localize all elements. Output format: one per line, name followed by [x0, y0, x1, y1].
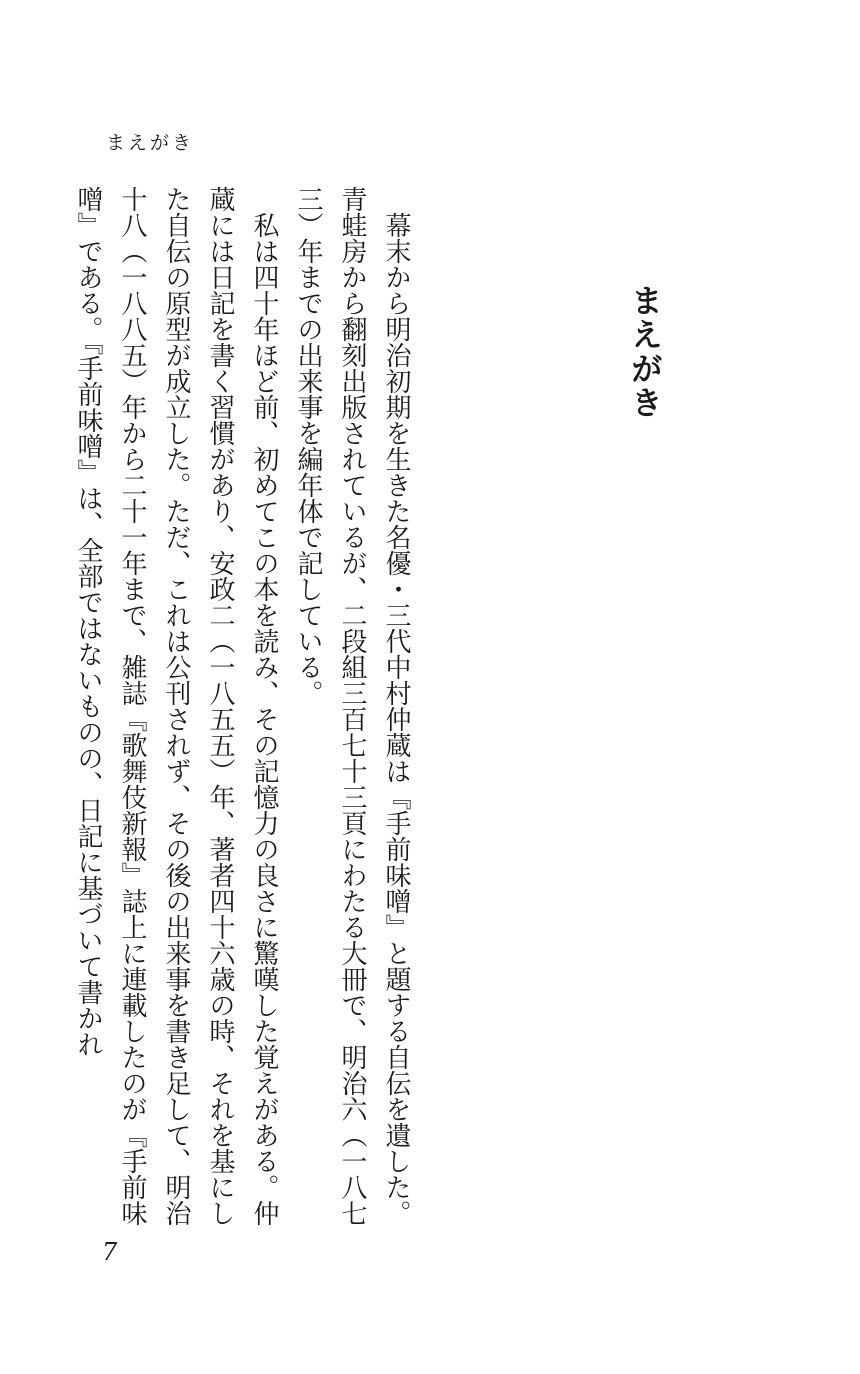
- chapter-title: まえがき: [626, 284, 664, 420]
- paragraph-1: 幕末から明治初期を生きた名優・三代中村仲蔵は『手前味噌』と題する自伝を遺した。青蛙房から翻刻出版されているが、二段組三百七十三頁にわたる大冊で、明治六（一八七三）年までの出来事を編年体で記している。: [293, 186, 411, 1226]
- paragraph-2: 私は四十年ほど前、初めてこの本を読み、その記憶力の良さに驚嘆した覚えがある。仲蔵には日記を書く習慣があり、安政二（一八五五）年、著者四十六歳の時、それを基にした自伝の原型が成立した。ただ、これは公刊されず、その後の出来事を書き足して、明治十八（一八八五）年から二十一年まで、雑誌『歌舞伎新報』誌上に連載したのが『手前味噌』である。『手前味噌』は、全部ではないものの、日記に基づいて書かれ: [73, 186, 279, 1226]
- body-text: [62, 186, 418, 1236]
- running-head: まえがき: [106, 132, 195, 154]
- page-number: 7: [102, 1238, 118, 1266]
